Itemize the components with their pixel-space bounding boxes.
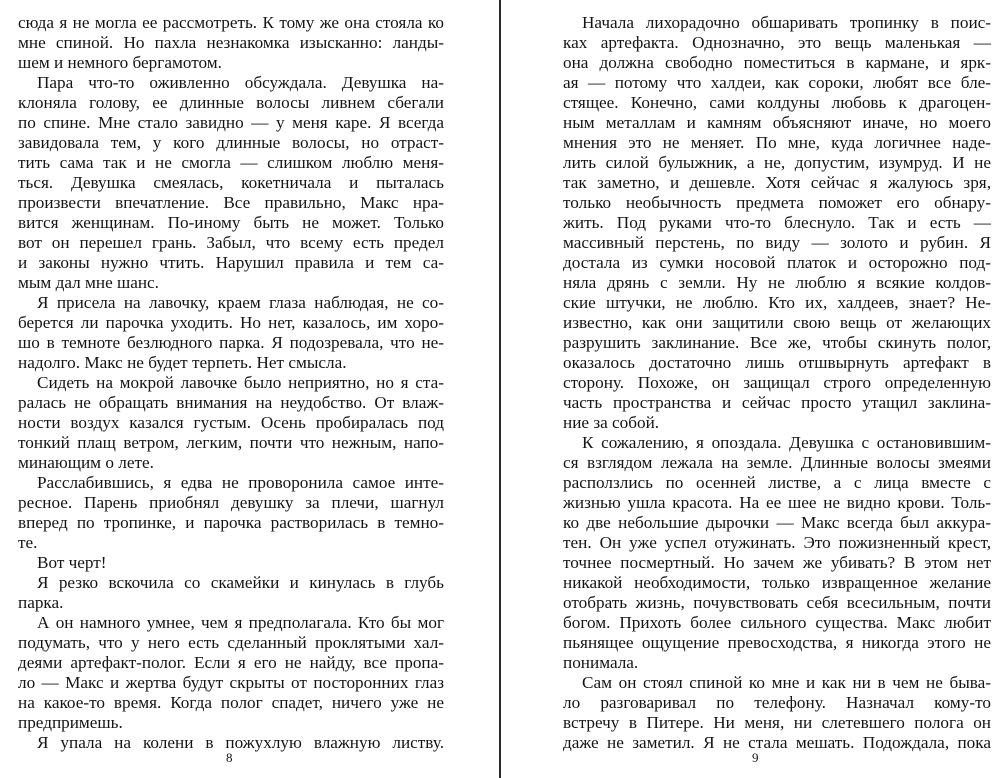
text-line: жить. Под руками что-то блеснуло. Так и есть — [563, 213, 991, 232]
text-line: подумать, что у него есть сделанный проклятыми хал- [18, 633, 444, 652]
text-line: расползлись по осенней листве, а с лица вместе с [563, 473, 991, 492]
text-line: мнения это не меняет. По мне, куда логичнее наде- [563, 133, 991, 152]
text-line: няла дрянь с земли. Ну не люблю я всякие колдов- [563, 273, 991, 292]
text-line: деями артефакт-полог. Если я его не найду, все пропа- [18, 653, 444, 672]
text-line: Сам он стоял спиной ко мне и как ни в чем не быва- [582, 673, 991, 692]
text-line: ая — потому что халдеи, как сороки, любят все бле- [563, 73, 991, 92]
text-line: ресное. Парень приобнял девушку за плечи, шагнул [18, 493, 444, 512]
text-line: мне спиной. Но пахла незнакомка изысканно: ланды- [18, 33, 444, 52]
text-line: тен. Он уже успел отужинать. Это пожизненный крест, [563, 533, 991, 552]
text-line: ло разговаривал по телефону. Назначал кому-то [563, 693, 991, 712]
text-line: точнее посмертный. Но зачем же убивать? В этом нет [563, 553, 991, 572]
text-line: сюда я не могла ее рассмотреть. К тому же она стояла ко [18, 13, 444, 32]
text-line: минающим о лете. [18, 453, 154, 472]
text-line: ралась не обращать внимания на неудобство. От влаж- [18, 393, 444, 412]
page-number: 9 [752, 750, 759, 765]
text-line: оказалось достаточно лишь отшвырнуть артефакт в [563, 353, 991, 372]
text-line: стящее. Конечно, сами колдуны любовь к драгоцен- [563, 93, 991, 112]
text-line: тить сама так и не смогла — слишком люблю меня- [18, 153, 444, 172]
text-line: завидовала тем, у кого длинные волосы, но отраст- [18, 133, 444, 152]
text-line: ках артефакта. Однозначно, это вещь маленькая — [563, 33, 991, 52]
text-line: жизнью ушла красота. На ее шее не видно крови. Толь- [563, 493, 991, 512]
text-line: отобрать жизнь, почувствовать себя всесильным, почти [563, 593, 991, 612]
text-line: вот он перешел грань. Забыл, что всему есть предел [18, 233, 444, 252]
text-line: сторону. Похоже, он защищал строго определенную [563, 373, 991, 392]
text-line: ние за собой. [563, 413, 660, 432]
text-line: богом. Прихоть более сильного существа. Макс любит [563, 613, 991, 632]
right-page-text [563, 13, 991, 753]
page-number: 8 [226, 750, 233, 765]
text-line: тонкий плащ ветром, легким, почти что нежным, напо- [18, 433, 444, 452]
text-line: Я присела на лавочку, краем глаза наблюдая, не со- [37, 293, 444, 312]
text-line: разрушить заклинание. Все же, чтобы скинуть полог, [563, 333, 991, 352]
text-line: шо в темноте безлюдного парка. Я подозревала, что не- [18, 333, 444, 352]
text-line: Пара что-то оживленно обсуждала. Девушка на- [37, 73, 444, 92]
text-line: лить силой булыжник, а не, допустим, изумруд. И не [563, 153, 991, 172]
left-page-text [18, 13, 444, 753]
text-line: мым дал мне шанс. [18, 273, 159, 292]
text-line: те. [18, 533, 38, 552]
text-line: ко две небольшие дырочки — Макс всегда был аккура- [563, 513, 991, 532]
text-line: так заметно, и дешевле. Хотя сейчас я жалуюсь зря, [563, 173, 991, 192]
text-line: известно, как они защитили свою вещь от желающих [563, 313, 991, 332]
text-line: предпримешь. [18, 713, 123, 732]
text-line: К сожалению, я опоздала. Девушка с остановившим- [582, 433, 991, 452]
text-line: вперед по тропинке, и парочка растворилась в темно- [18, 513, 444, 532]
text-line: Начала лихорадочно обшаривать тропинку в поис- [582, 13, 991, 32]
text-line: шем и немного бергамотом. [18, 53, 222, 72]
text-line: она должна свободно поместиться в кармане, и ярк- [563, 53, 991, 72]
text-line: Расслабившись, я едва не проворонила самое инте- [37, 473, 444, 492]
text-line: ться. Девушка смеялась, кокетничала и пыталась [18, 173, 444, 192]
text-line: даже не заметил. Я не стала мешать. Подождала, пока [563, 733, 991, 752]
text-line: часть пространства и сейчас просто утащил заклина- [563, 393, 991, 412]
text-line: парка. [18, 593, 64, 612]
text-line: произвести впечатление. Все правильно, Макс нра- [18, 193, 444, 212]
text-line: понимала. [563, 653, 639, 672]
text-line: ло — Макс и жертва будут скрыты от посторонних глаз [18, 673, 444, 692]
text-line: и законы нужно чтить. Нарушил правила и тем са- [18, 253, 444, 272]
text-line: по спине. Мне стало завидно — у меня каре. Я всегда [18, 113, 444, 132]
text-line: Я упала на колени в пожухлую влажную листву. [37, 733, 444, 752]
text-line: Я резко вскочила со скамейки и кинулась в глубь [37, 573, 444, 592]
text-line: А он намного умнее, чем я предполагала. Кто бы мог [37, 613, 444, 632]
text-line: надолго. Макс не будет терпеть. Нет смысла. [18, 353, 347, 372]
text-line: клоняла голову, ее длинные волосы ливнем сбегали [18, 93, 444, 112]
text-line: достала из сумки носовой платок и осторожно под- [563, 253, 991, 272]
text-line: вится женщинам. По-иному быть не может. Только [18, 213, 444, 232]
text-line: массивный перстень, по виду — золото и рубин. Я [563, 233, 991, 252]
text-line: Вот черт! [37, 553, 107, 572]
right-page [501, 0, 1000, 778]
text-line: берется ли парочка уходить. Но нет, казалось, им хоро- [18, 313, 444, 332]
text-line: пьянящее ощущение превосходства, я никогда этого не [563, 633, 991, 652]
text-line: ся взглядом лежала на земле. Длинные волосы змеями [563, 453, 991, 472]
text-line: только необычность предмета поможет его обнару- [563, 193, 991, 212]
text-line: ным металлам и камням объясняют иначе, но моего [563, 113, 991, 132]
text-line: встречу в Питере. Ни меня, ни слетевшего полога он [563, 713, 991, 732]
text-line: Сидеть на мокрой лавочке было неприятно, но я ста- [37, 373, 444, 392]
text-line: ности воздух казался густым. Осень пробиралась под [18, 413, 444, 432]
text-line: ские штучки, не люблю. Кто их, халдеев, знает? Не- [563, 293, 991, 312]
text-line: никакой необходимости, только извращенное желание [563, 573, 991, 592]
text-line: на какое-то время. Когда полог спадет, ничего уже не [18, 693, 444, 712]
